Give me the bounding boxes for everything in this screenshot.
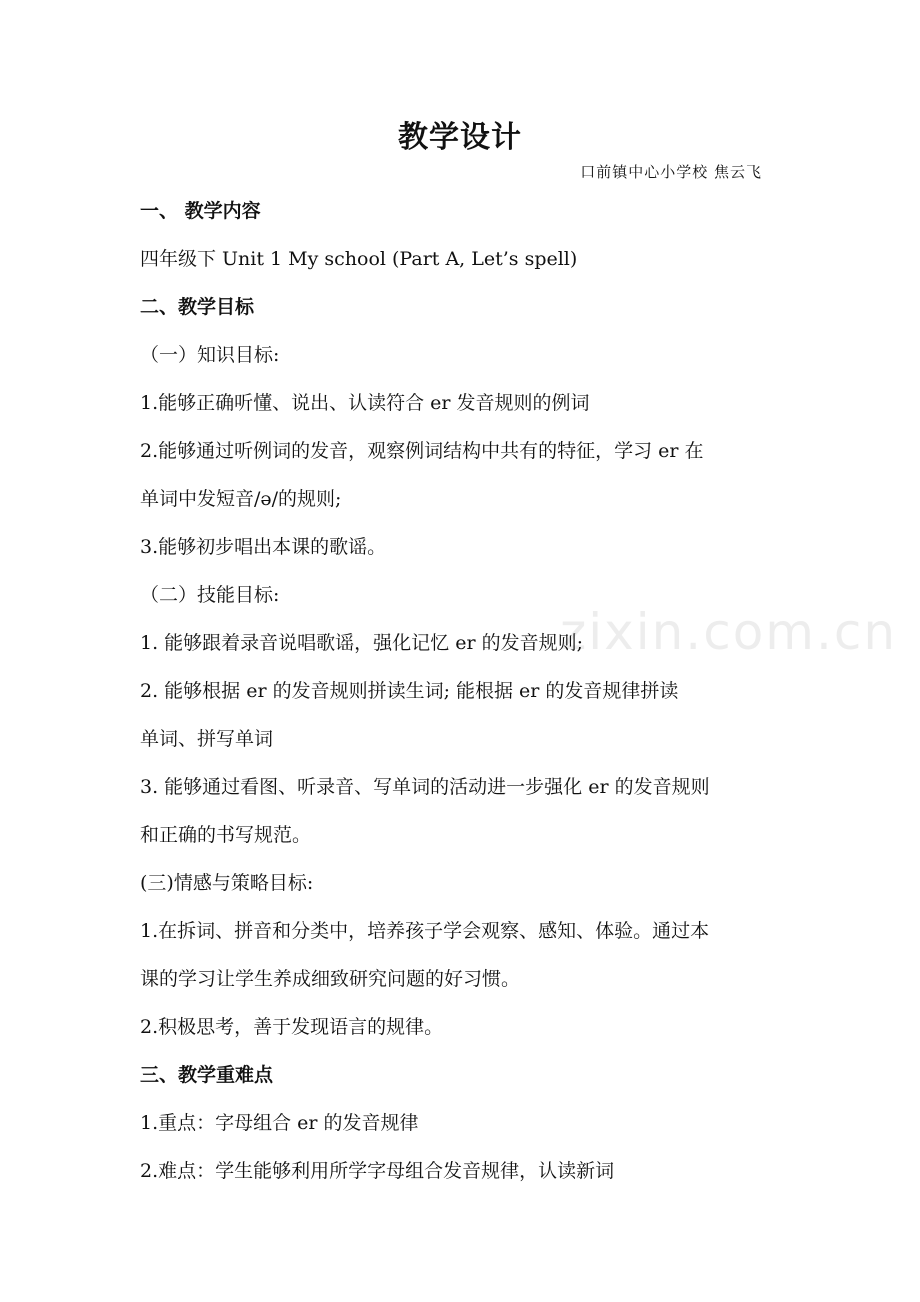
body-line: （一）知识目标: bbox=[140, 344, 280, 366]
watermark-text: zixin.com.cn bbox=[560, 603, 898, 661]
body-line: 单词中发短音/ə/的规则; bbox=[140, 488, 342, 510]
section-heading: 二、教学目标 bbox=[140, 296, 255, 318]
body-line: 1.能够正确听懂、说出、认读符合 er 发音规则的例词 bbox=[140, 392, 590, 414]
author-line: 口前镇中心小学校 焦云飞 bbox=[580, 163, 762, 181]
body-line: 3.能够初步唱出本课的歌谣。 bbox=[140, 536, 387, 558]
page-title: 教学设计 bbox=[398, 120, 522, 155]
body-line: 1. 能够跟着录音说唱歌谣，强化记忆 er 的发音规则; bbox=[140, 632, 583, 654]
body-line: （二）技能目标: bbox=[140, 584, 280, 606]
body-line: 四年级下 Unit 1 My school (Part A, Let’s spell) bbox=[140, 248, 578, 270]
body-line: 单词、拼写单词 bbox=[140, 728, 274, 750]
body-line: 1.重点：字母组合 er 的发音规律 bbox=[140, 1112, 419, 1134]
section-heading: 一、 教学内容 bbox=[140, 200, 261, 222]
body-line: 2. 能够根据 er 的发音规则拼读生词; 能根据 er 的发音规律拼读 bbox=[140, 680, 679, 702]
body-line: 3. 能够通过看图、听录音、写单词的活动进一步强化 er 的发音规则 bbox=[140, 776, 710, 798]
body-line: 2.能够通过听例词的发音，观察例词结构中共有的特征，学习 er 在 bbox=[140, 440, 704, 462]
section-heading: 三、教学重难点 bbox=[140, 1064, 274, 1086]
body-line: 1.在拆词、拼音和分类中，培养孩子学会观察、感知、体验。通过本 bbox=[140, 920, 710, 942]
body-line: 和正确的书写规范。 bbox=[140, 824, 312, 846]
body-line: 2.难点：学生能够利用所学字母组合发音规律，认读新词 bbox=[140, 1160, 615, 1182]
body-line: 课的学习让学生养成细致研究问题的好习惯。 bbox=[140, 968, 521, 990]
body-line: 2.积极思考，善于发现语言的规律。 bbox=[140, 1016, 444, 1038]
body-line: (三)情感与策略目标: bbox=[140, 872, 314, 894]
